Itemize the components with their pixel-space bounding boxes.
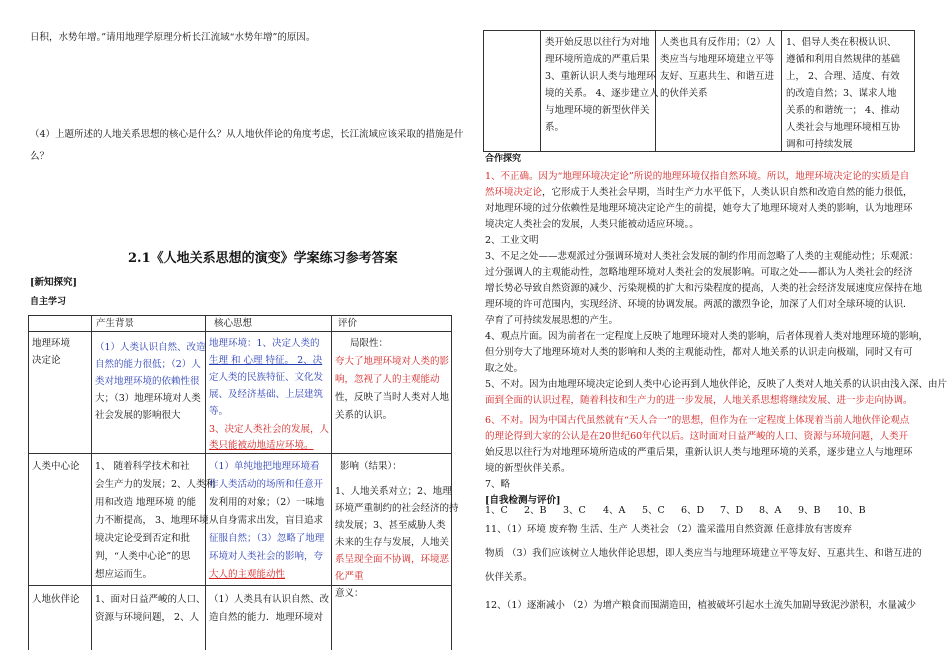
- row2-background-line: 想应运而生。: [95, 569, 153, 580]
- answer-11-line: 11、（1）环境 废弃物 生活、生产 人类社会 （2）滥采滥用自然资源 任意排放有害废弃: [485, 524, 853, 535]
- answer-7: 7、略: [485, 479, 511, 490]
- row3-background-line: 1、面对日益严峻的人口、: [95, 594, 206, 605]
- row1-core-line: 类只能被动地适应环境。: [209, 440, 314, 451]
- answer-1-line: 然环境决定论，它形成于人类社会早期，当时生产力水平低下，人类认识自然和改造自然的能力很低，: [485, 187, 913, 198]
- answer-3-line: 理环境的许可范围内，实现经济、环境的协调发展。两派的激烈争论，加深了人们对全球环境的认识．: [485, 299, 913, 310]
- answer-3-line: 3、不足之处——悲观派过分强调环境对人类社会发展的制约作用而忽略了人类的主观能动性；乐观派：: [485, 251, 919, 262]
- answer-3-line: 过分强调人的主观能动性，忽略地理环境对人类社会的发展影响。可取之处——都认为人类社会的经济: [485, 267, 913, 278]
- section-heading-self-study: 自主学习: [30, 297, 67, 307]
- section-heading-new-knowledge: [新知探究]: [30, 277, 77, 288]
- mc-answer: 7、D: [720, 505, 744, 516]
- row3-background-line: 资源与环境问题， 2、人: [95, 612, 200, 623]
- cont-eval-line: 关系的和谐统一； 4、推动: [786, 105, 900, 116]
- row-label-human-centric: 人类中心论: [32, 461, 80, 472]
- cont-background-line: 3、重新认识人类与地理环: [545, 71, 656, 82]
- row2-eval-line: 未来的生存与发展，人地关: [335, 537, 450, 548]
- answer-4-line: 4、观点片面。因为前者在一定程度上反映了地理环境对人类的影响，后者体现着人类对地理环境的影响，: [485, 331, 929, 342]
- cont-core-line: 的伙伴关系: [660, 88, 708, 99]
- row1-eval-line: 局限性：: [350, 338, 389, 349]
- row1-eval-line: 性，反映了当时人类对人地: [335, 392, 450, 403]
- row1-core-line: 地理环境：1、决定人类的: [209, 338, 320, 349]
- row2-background-line: 力不断提高， 3、地理环境: [95, 515, 209, 526]
- row1-eval-line: 响，忽视了人的主观能动: [335, 374, 440, 385]
- mc-answer: 10、B: [837, 505, 866, 516]
- answer-6-line: 6、不对。因为中国古代虽然就有“天人合一”的思想，但作为在一定程度上体现着当前人地伙伴论观点: [485, 415, 910, 426]
- answer-4-line: 取之处。: [485, 363, 524, 374]
- answer-6-line: 的理论得到大家的公认是在20世纪60年代以后。这时面对日益严峻的人口、资源与环境问题，人类开: [485, 431, 909, 442]
- question-4-line1: （4）上题所述的人地关系思想的核心是什么？从人地伙伴论的角度考虑，长江流域应该采取的措施是什: [30, 129, 464, 140]
- cont-core-line: 类应当与地理环境建立平等: [660, 54, 775, 65]
- answer-6-line: 境的新型伙伴关系。: [485, 463, 571, 474]
- row1-core-line: 定人类的民族特征、文化发: [209, 372, 324, 383]
- row2-eval-line: 影响（结果）：: [340, 461, 402, 472]
- col-header-background: 产生背景: [96, 318, 135, 329]
- cont-eval-line: 调和可持续发展: [786, 139, 853, 150]
- cont-eval-line: 1、倡导人类在积极认识、: [786, 37, 897, 48]
- mc-answer: 8、A: [759, 505, 782, 516]
- row2-core-line: 环境对人类社会的影响，夸: [209, 551, 324, 562]
- answer-11-line: 物质 （3）我们应该树立人地伙伴论思想，即人类应当与地理环境建立平等友好、互惠共生、和谐互进的: [485, 548, 922, 559]
- row2-core-line: 发利用的对象；（2）一味地: [209, 497, 325, 508]
- answer-1-line: 对地理环境的过分依赖性是地理环境决定论产生的前提，她夸大了地理环境对人类的影响，认为地理环: [485, 203, 913, 214]
- row-label-partnership: 人地伙伴论: [32, 594, 80, 605]
- row2-core-line: 从自身需求出发，盲目追求: [209, 515, 324, 526]
- row1-background-line: 大；（3）地理环境对人类: [95, 393, 201, 404]
- row2-background-line: 会生产力的发展；2、人类利: [95, 479, 216, 490]
- section-heading-self-test: [自我检测与评价]: [485, 495, 561, 506]
- row1-core-line: 3、决定人类社会的发展，人: [209, 424, 330, 435]
- mc-answer: 5、C: [642, 505, 665, 516]
- question-text-line: 日积，水势年增。”请用地理学原理分析长江流域“水势年增”的原因。: [30, 32, 316, 43]
- answer-5-line: 5、不对。因为由地理环境决定论到人类中心论再到人地伙伴论，反映了人类对人地关系的认识由浅入深、由片: [485, 379, 948, 390]
- row2-background-line: 用和改造 地理环境 的能: [95, 497, 197, 508]
- section-heading-cooperative: 合作探究: [485, 154, 522, 164]
- row2-core-line: 作人类活动的场所和任意开: [209, 479, 324, 490]
- cont-core-line: 友好、互惠共生、和谐互进: [660, 71, 775, 82]
- cont-eval-line: 人类社会与地理环境相互协: [786, 122, 901, 133]
- answer-1-line: 1、不正确。因为“地理环境决定论”所说的地理环境仅指自然环境。所以，地理环境决定论的实质是自: [485, 171, 910, 182]
- answer-3-line: 增长势必导致自然资源的减少、污染规模的扩大和污染程度的提高，人类的社会经济发展速度应保持在地: [485, 283, 923, 294]
- col-header-evaluation: 评价: [338, 318, 358, 329]
- cont-background-line: 境的关系。 4、逐步建立人: [545, 88, 659, 99]
- cont-background-line: 系。: [545, 122, 565, 133]
- row1-background-line: 社会发展的影响很大: [95, 410, 181, 421]
- cont-background-line: 类开始反思以往行为对地: [545, 37, 650, 48]
- row1-core-line: 展、及经济基础、上层建筑: [209, 389, 324, 400]
- cont-background-line: 与地理环境的新型伙伴关: [545, 105, 650, 116]
- row1-background-line: 类对地理环境的依赖性很: [95, 376, 200, 387]
- row2-core-line: （1）单纯地把地理环境看: [209, 461, 320, 472]
- row2-eval-line: 化严重: [335, 571, 364, 582]
- row1-core-line: 等。: [209, 406, 229, 417]
- answer-4-line: 但分别夸大了地理环境对人类的影响和人类的主观能动性，都对人地关系的认识走向极端，同时又有可: [485, 347, 913, 358]
- mc-answer: 2、B: [524, 505, 547, 516]
- row1-background-line: 自然的能力很低；（2）人: [95, 359, 201, 370]
- row2-eval-line: 续发展；3、甚至威胁人类: [335, 520, 446, 531]
- row1-eval-line: 夸大了地理环境对人类的影: [335, 356, 450, 367]
- row1-eval-line: 关系的认识。: [335, 410, 393, 421]
- cont-eval-line: 遵循和利用自然规律的基础: [786, 54, 901, 65]
- row2-background-line: 判，“人类中心论”的思: [95, 551, 191, 562]
- row2-eval-line: 系呈现全面不协调，环境恶: [335, 554, 450, 565]
- row-label-determinism-2: 决定论: [32, 355, 61, 366]
- row1-core-line: 生理 和 心理 特征。 2、决: [209, 355, 323, 366]
- answer-11-line: 伙伴关系。: [485, 572, 533, 583]
- left-answer-table: [28, 315, 459, 650]
- answer-3-line: 孕育了可持续发展思想的产生。: [485, 315, 619, 326]
- row2-eval-line: 环境严重制约的社会经济的持: [335, 503, 459, 514]
- row2-background-line: 1、 随着科学技术和社: [95, 461, 190, 472]
- cont-eval-line: 上， 2、合理、适度、有效: [786, 71, 900, 82]
- right-answer-table: [483, 30, 914, 152]
- row2-eval-line: 1、人地关系对立；2、地理: [335, 486, 452, 497]
- row2-core-line: 大人的主观能动性: [209, 569, 286, 580]
- page-title: 2.1《人地关系思想的演变》学案练习参考答案: [128, 251, 398, 266]
- answer-5-line: 面到全面的认识过程，随着科技和生产力的进一步发展，人地关系思想将继续发展、进一步走向协调。: [485, 395, 913, 406]
- answer-1-line: 境决定人类社会的发展，人类只能被动适应环境。。: [485, 219, 699, 230]
- mc-answer: 4、A: [603, 505, 626, 516]
- answer-12-line: 12、（1）逐渐减小 （2）为增产粮食而围湖造田，植被破坏引起水土流失加剧导致泥沙淤积，水量减少: [485, 600, 916, 611]
- row3-eval-line: 意义：: [335, 588, 364, 599]
- mc-answer: 9、B: [798, 505, 821, 516]
- row3-core-line: （1）人类具有认识自然、改: [209, 594, 330, 605]
- mc-answer: 3、C: [563, 505, 586, 516]
- mc-answer: 6、D: [681, 505, 705, 516]
- row3-core-line: 造自然的能力．地理环境对: [209, 612, 324, 623]
- cont-eval-line: 的改造自然；3、谋求人地: [786, 88, 897, 99]
- row-label-determinism: 地理环境: [32, 338, 71, 349]
- row2-core-line: 征服自然；（3）忽略了地理: [209, 533, 325, 544]
- mc-answer: 1、C: [485, 505, 508, 516]
- row1-background-line: （1）人类认识自然、改造: [95, 342, 206, 353]
- row2-background-line: 境决定论受到否定和批: [95, 533, 191, 544]
- col-header-core-idea: 核心思想: [214, 318, 253, 329]
- cont-core-line: 人类也具有反作用；（2）人: [660, 37, 776, 48]
- question-4-line2: 么？: [30, 151, 50, 162]
- answer-2: 2、工业文明: [485, 235, 539, 246]
- cont-background-line: 理环境所造成的严重后果: [545, 54, 650, 65]
- answer-6-line: 始反思以往行为对地理环境所造成的严重后果，重新认识人类与地理环境的关系，逐步建立人与地理环: [485, 447, 913, 458]
